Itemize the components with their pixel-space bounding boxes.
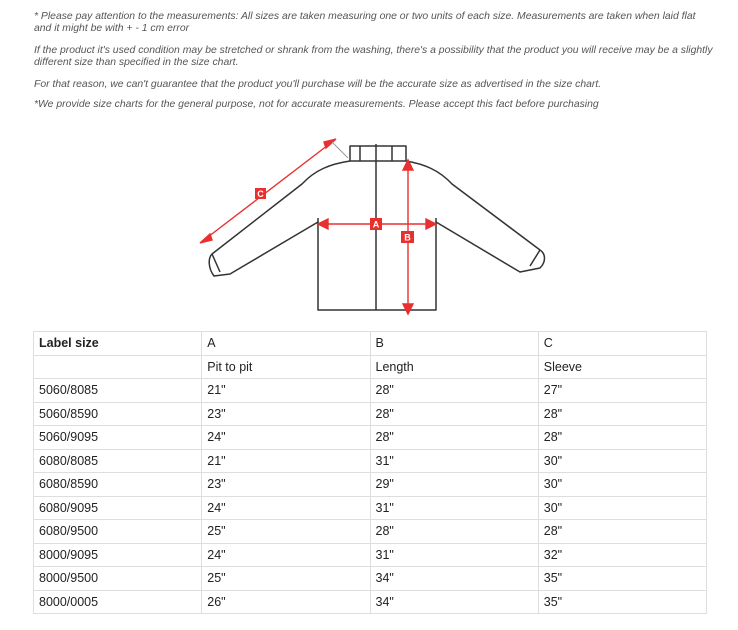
subheader-empty [34,355,202,379]
cell-length: 31" [370,449,538,473]
cell-label-size: 5060/8085 [34,379,202,403]
cell-length: 28" [370,379,538,403]
cell-length: 31" [370,543,538,567]
table-row [34,543,707,567]
cell-length: 28" [370,520,538,544]
cell-label-size: 6080/8590 [34,473,202,497]
cell-length: 31" [370,496,538,520]
note-used-condition: If the product it's used condition may be stretched or shrank from the washing, there's a possibility that the product you will receive may be a slightly different size than specified in the size chart. [34,45,713,68]
cell-sleeve: 30" [538,473,706,497]
table-row [34,520,707,544]
cell-sleeve: 30" [538,496,706,520]
marker-b [401,231,414,243]
marker-c [255,188,266,199]
jacket-measurement-diagram [190,134,560,324]
subheader-sleeve: Sleeve [538,355,706,379]
table-row [34,567,707,591]
cell-sleeve: 28" [538,402,706,426]
header-col-a: A [202,332,370,356]
cell-label-size: 8000/9500 [34,567,202,591]
cell-sleeve: 32" [538,543,706,567]
subheader-length: Length [370,355,538,379]
cell-pit-to-pit: 23" [202,402,370,426]
header-col-c: C [538,332,706,356]
cell-length: 34" [370,567,538,591]
cell-pit-to-pit: 26" [202,590,370,614]
table-subheader-row [34,355,707,379]
cell-pit-to-pit: 21" [202,379,370,403]
subheader-pit-to-pit: Pit to pit [202,355,370,379]
table-row [34,473,707,497]
cell-label-size: 8000/9095 [34,543,202,567]
size-notes [34,11,714,119]
table-row [34,496,707,520]
table-row [34,379,707,403]
cell-label-size: 5060/9095 [34,426,202,450]
cell-pit-to-pit: 24" [202,426,370,450]
note-measurement: * Please pay attention to the measurements: All sizes are taken measuring one or two units of each size. Measurements are taken when laid flat and it might be with + - 1 cm error [34,11,696,34]
header-label-size: Label size [34,332,202,356]
cell-sleeve: 35" [538,590,706,614]
table-row [34,402,707,426]
cell-pit-to-pit: 25" [202,520,370,544]
note-general-purpose: *We provide size charts for the general purpose, not for accurate measurements. Please accept this fact before purchasing [34,99,599,110]
cell-pit-to-pit: 24" [202,543,370,567]
cell-pit-to-pit: 23" [202,473,370,497]
cell-sleeve: 27" [538,379,706,403]
header-col-b: B [370,332,538,356]
cell-label-size: 5060/8590 [34,402,202,426]
cell-label-size: 6080/8085 [34,449,202,473]
table-header-row [34,332,707,356]
cell-length: 34" [370,590,538,614]
cell-sleeve: 30" [538,449,706,473]
cell-pit-to-pit: 24" [202,496,370,520]
cell-label-size: 6080/9095 [34,496,202,520]
cell-label-size: 6080/9500 [34,520,202,544]
size-chart-table [33,331,707,614]
cell-pit-to-pit: 21" [202,449,370,473]
cell-label-size: 8000/0005 [34,590,202,614]
cell-length: 29" [370,473,538,497]
table-row [34,426,707,450]
cell-sleeve: 28" [538,520,706,544]
cell-length: 28" [370,426,538,450]
table-row [34,590,707,614]
svg-text:B: B [404,232,411,243]
cell-pit-to-pit: 25" [202,567,370,591]
svg-text:A: A [372,219,380,230]
cell-sleeve: 28" [538,426,706,450]
svg-text:C: C [257,189,264,199]
cell-length: 28" [370,402,538,426]
note-no-guarantee: For that reason, we can't guarantee that the product you'll purchase will be the accurate size as advertised in the size chart. [34,79,602,90]
table-row [34,449,707,473]
cell-sleeve: 35" [538,567,706,591]
marker-a [370,218,382,230]
